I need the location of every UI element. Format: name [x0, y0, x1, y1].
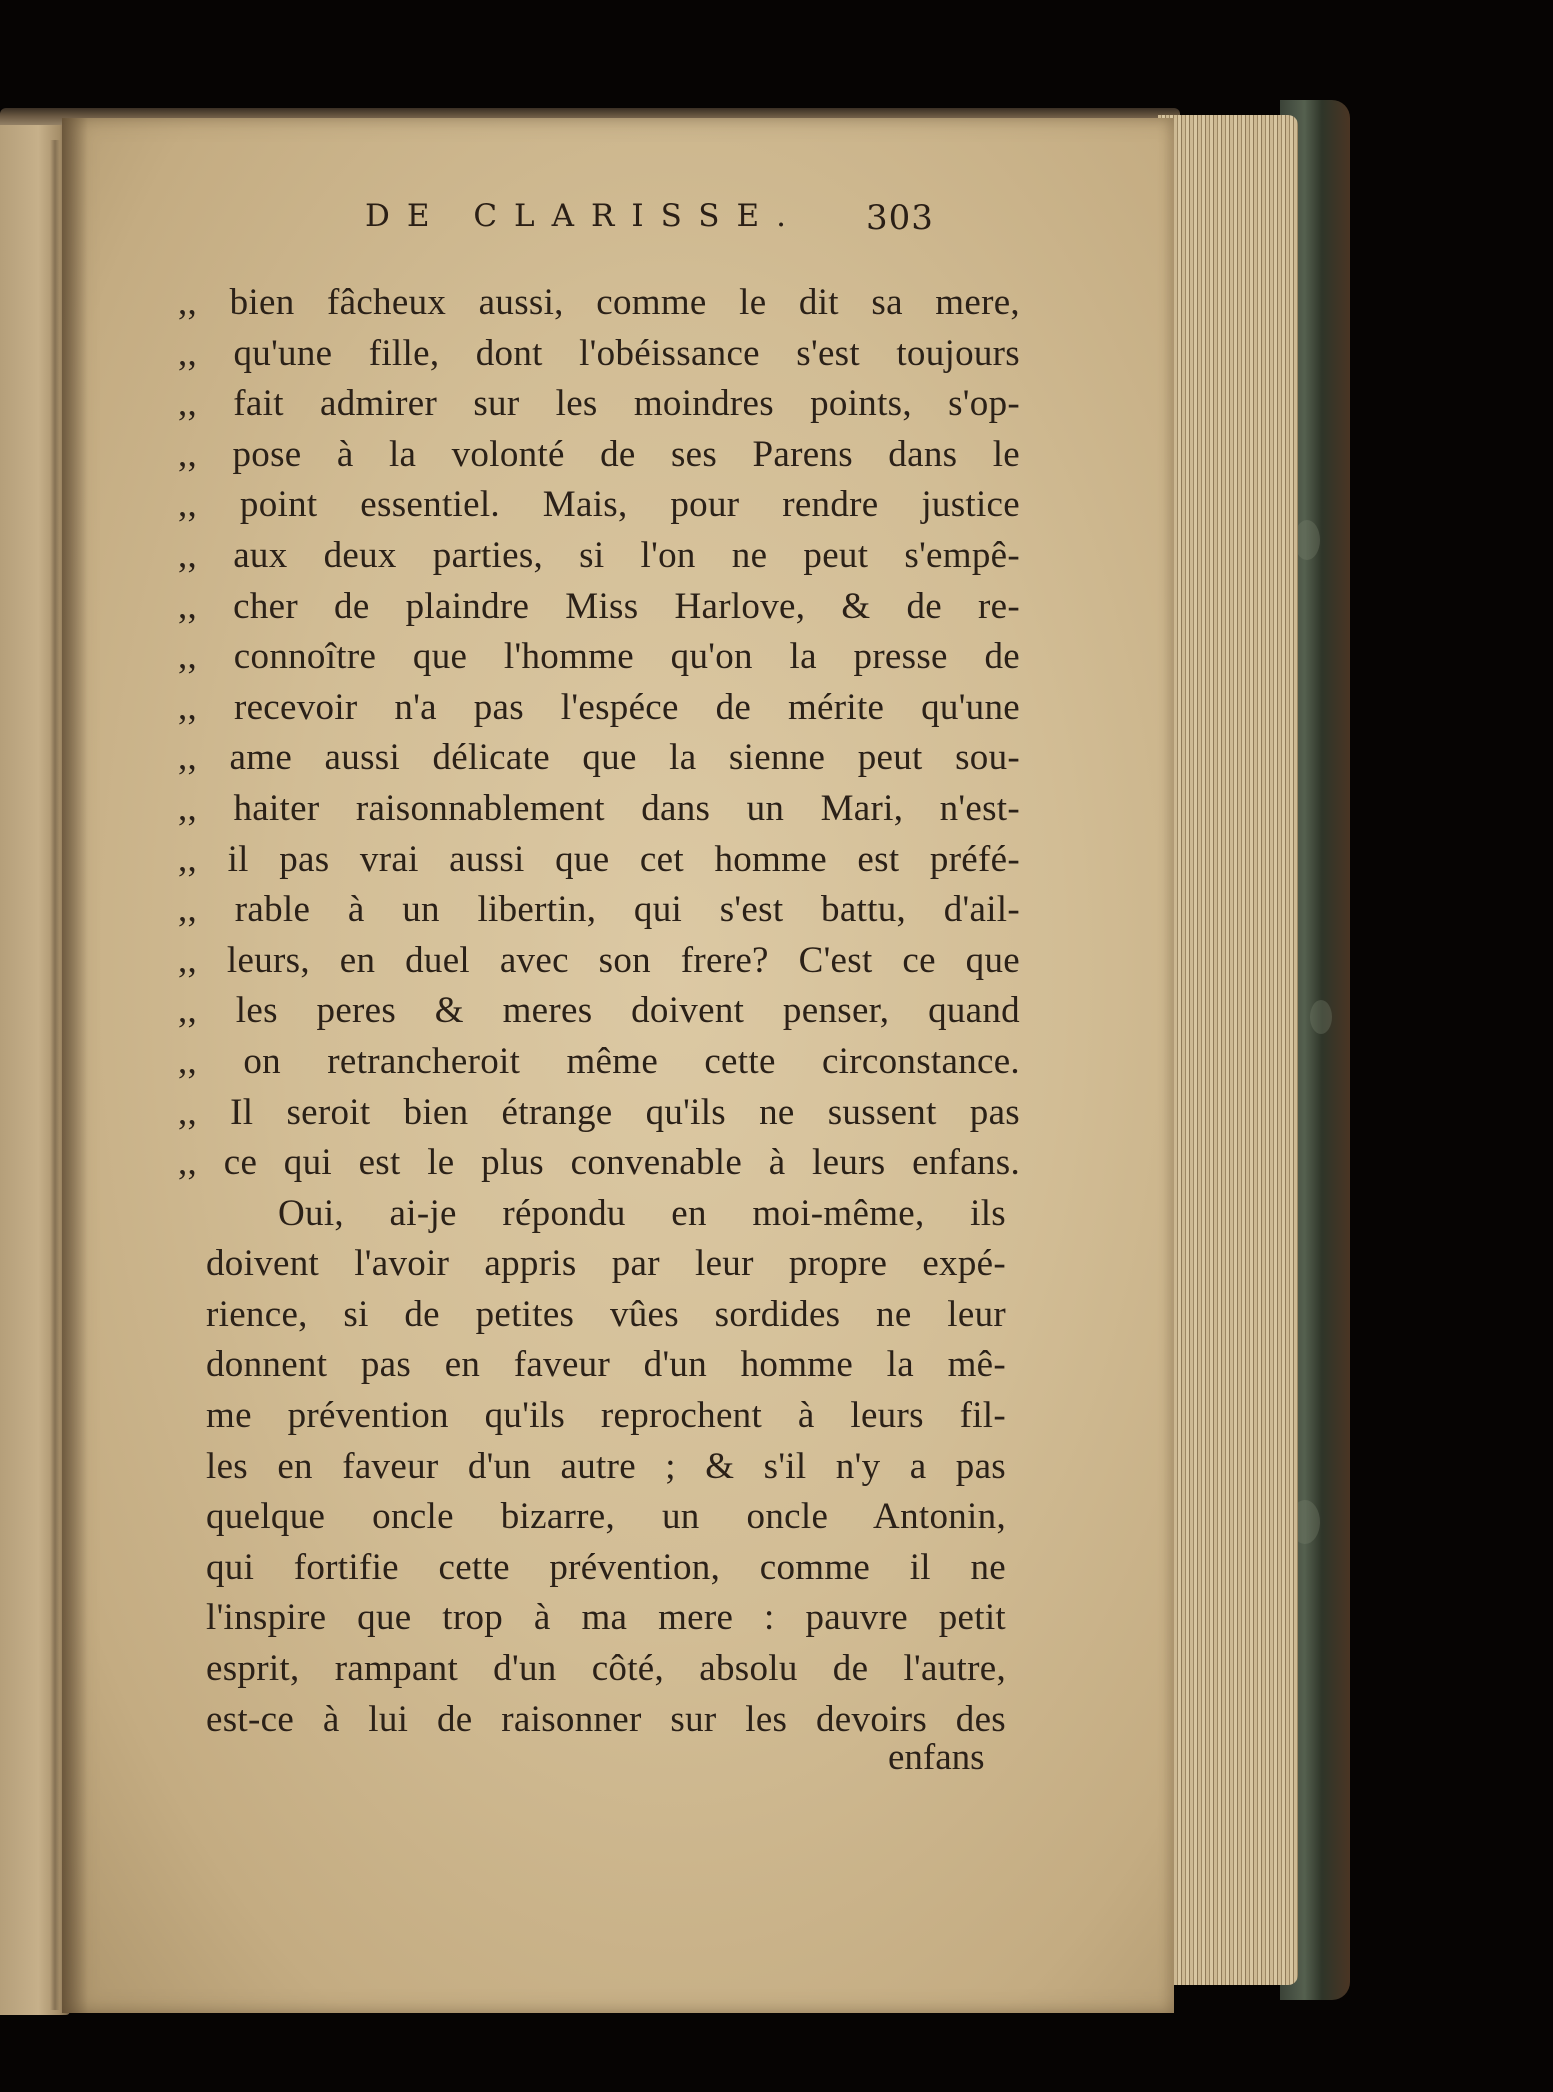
text-line: ,, cher de plaindre Miss Harlove, & de re- [178, 585, 1020, 627]
text-line: ,, recevoir n'a pas l'espéce de mérite qu'une [178, 686, 1020, 728]
text-line: ,, on retrancheroit même cette circonstance. [178, 1040, 1020, 1082]
page-block-edges [1158, 115, 1298, 1985]
text-line: ,, connoître que l'homme qu'on la presse de [178, 636, 1020, 678]
text-line: ,, fait admirer sur les moindres points, s'op- [178, 383, 1020, 425]
text-line: ,, Il seroit bien étrange qu'ils ne sussent pas [178, 1091, 1020, 1133]
catchword: enfans [888, 1737, 985, 1778]
text-line: ,, aux deux parties, si l'on ne peut s'empê- [178, 534, 1020, 576]
cover-marbling [1310, 1000, 1332, 1034]
text-line: ,, bien fâcheux aussi, comme le dit sa mere, [178, 282, 1020, 323]
text-line: les en faveur d'un autre ; & s'il n'y a pas [206, 1445, 1006, 1487]
text-line: ,, haiter raisonnablement dans un Mari, n'est- [178, 787, 1020, 829]
text-line: me prévention qu'ils reprochent à leurs fil- [206, 1395, 1006, 1437]
paragraph-start-line: Oui, ai-je répondu en moi-même, ils [278, 1192, 1006, 1234]
text-line: ,, pose à la volonté de ses Parens dans le [178, 433, 1020, 475]
body-text [178, 278, 1020, 1745]
text-line: ,, il pas vrai aussi que cet homme est préfé- [178, 838, 1020, 880]
text-line: ,, leurs, en duel avec son frere? C'est ce que [178, 939, 1020, 981]
gutter-fold [50, 140, 60, 2010]
text-line: l'inspire que trop à ma mere : pauvre petit [206, 1597, 1006, 1639]
text-line: qui fortifie cette prévention, comme il ne [206, 1546, 1006, 1588]
text-line: donnent pas en faveur d'un homme la mê- [206, 1344, 1006, 1386]
text-line: est-ce à lui de raisonner sur les devoirs des [206, 1698, 1006, 1740]
text-line: ,, rable à un libertin, qui s'est battu, d'ail- [178, 889, 1020, 931]
text-line: doivent l'avoir appris par leur propre expé- [206, 1243, 1006, 1285]
text-line: rience, si de petites vûes sordides ne leur [206, 1293, 1006, 1335]
text-line: ,, les peres & meres doivent penser, quand [178, 990, 1020, 1032]
running-head-title: DE CLARISSE. [365, 198, 804, 234]
text-line: ,, point essentiel. Mais, pour rendre justice [178, 484, 1020, 526]
text-line: quelque oncle bizarre, un oncle Antonin, [206, 1496, 1006, 1538]
gutter-shadow [62, 118, 88, 2013]
text-line: ,, ame aussi délicate que la sienne peut sou- [178, 737, 1020, 779]
text-line: esprit, rampant d'un côté, absolu de l'autre, [206, 1648, 1006, 1690]
text-line: ,, qu'une fille, dont l'obéissance s'est toujours [178, 332, 1020, 374]
page-number: 303 [866, 198, 934, 238]
text-line: ,, ce qui est le plus convenable à leurs enfans. [178, 1142, 1020, 1184]
